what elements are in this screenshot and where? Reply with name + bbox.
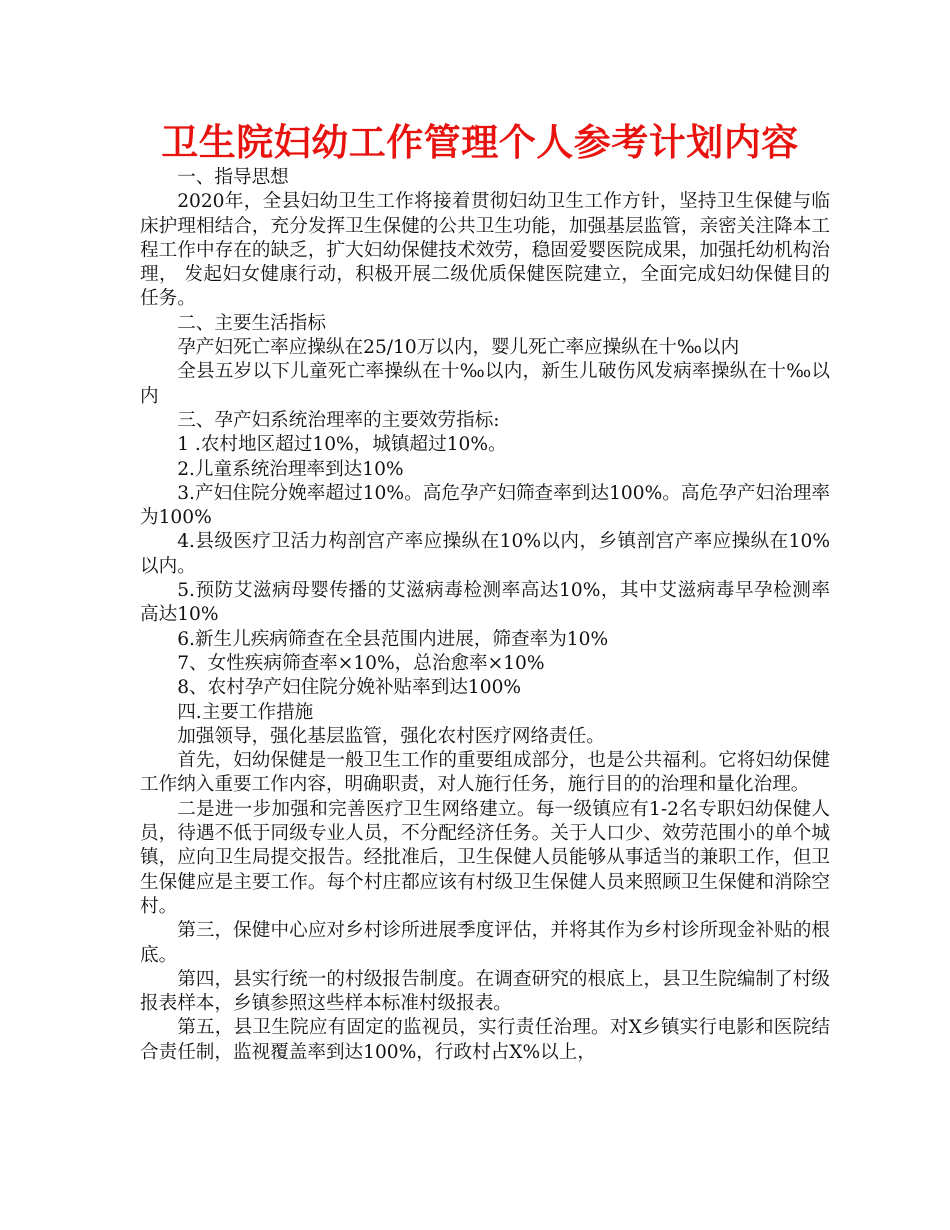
- paragraph: 首先，妇幼保健是一般卫生工作的重要组成部分，也是公共福利。它将妇幼保健工作纳入重要工作内容，明确职责，对人施行任务，施行目的的治理和量化治理。: [140, 750, 830, 796]
- paragraph: 第三，保健中心应对乡村诊所进展季度评估，并将其作为乡村诊所现金补贴的根底。: [140, 920, 830, 966]
- list-item: 3.产妇住院分娩率超过10%。高危孕产妇筛查率到达100%。高危孕产妇治理率为100%: [140, 482, 830, 529]
- list-item: 6.新生儿疾病筛查在全县范围内进展，筛查率为10%: [177, 628, 609, 650]
- paragraph: 第四，县实行统一的村级报告制度。在调查研究的根底上，县卫生院编制了村级报表样本，乡镇参照这些样本标准村级报表。: [140, 968, 830, 1015]
- list-item: 7、女性疾病筛查率×10%，总治愈率×10%: [177, 652, 545, 674]
- list-item: 8、农村孕产妇住院分娩补贴率到达100%: [177, 677, 522, 699]
- paragraph: 第五，县卫生院应有固定的监视员，实行责任治理。对X乡镇实行电影和医院结合责任制，监视覆盖率到达100%，行政村占X%以上，: [140, 1017, 830, 1063]
- heading-guiding-ideology: 一、指导思想: [177, 167, 289, 188]
- heading-main-indicators: 二、主要生活指标: [177, 312, 326, 334]
- document-body: [140, 166, 830, 1065]
- paragraph: 2020年，全县妇幼卫生工作将接着贯彻妇幼卫生工作方针，坚持卫生保健与临床护理相结合，充分发挥卫生保健的公共卫生功能，加强基层监管，亲密关注降本工程工作中存在的缺乏，扩大妇幼保健技术效劳，稳固爱婴医院成果，加强托幼机构治理， 发起妇女健康行动，积极开展二级优质保健医院建立，全面完成妇幼保健目的任务。: [140, 191, 830, 310]
- heading-work-measures: 四.主要工作措施: [177, 701, 314, 723]
- paragraph: 全县五岁以下儿童死亡率操纵在十‰以内，新生儿破伤风发病率操纵在十‰以内: [140, 361, 830, 407]
- document-title: 卫生院妇幼工作管理个人参考计划内容: [161, 121, 799, 164]
- heading-service-indicators: 三、孕产妇系统治理率的主要效劳指标:: [177, 409, 500, 431]
- paragraph: 孕产妇死亡率应操纵在25/10万以内，婴儿死亡率应操纵在十‰以内: [177, 337, 740, 359]
- list-item: 2.儿童系统治理率到达10%: [177, 458, 404, 480]
- document-page: [140, 118, 830, 1065]
- list-item: 5.预防艾滋病母婴传播的艾滋病毒检测率高达10%，其中艾滋病毒早孕检测率高达10%: [140, 580, 830, 626]
- paragraph: 二是进一步加强和完善医疗卫生网络建立。每一级镇应有1-2名专职妇幼保健人员，待遇不低于同级专业人员，不分配经济任务。关于人口少、效劳范围小的单个城镇，应向卫生局提交报告。经批准后，卫生保健人员能够从事适当的兼职工作，但卫生保健应是主要工作。每个村庄都应该有村级卫生保健人员来照顾卫生保健和消除空村。: [140, 798, 830, 917]
- list-item: 1 .农村地区超过10%，城镇超过10%。: [177, 434, 507, 456]
- list-item: 4.县级医疗卫活力构剖宫产率应操纵在10%以内，乡镇剖宫产率应操纵在10%以内。: [140, 531, 830, 577]
- paragraph: 加强领导，强化基层监管，强化农村医疗网络责任。: [177, 725, 605, 747]
